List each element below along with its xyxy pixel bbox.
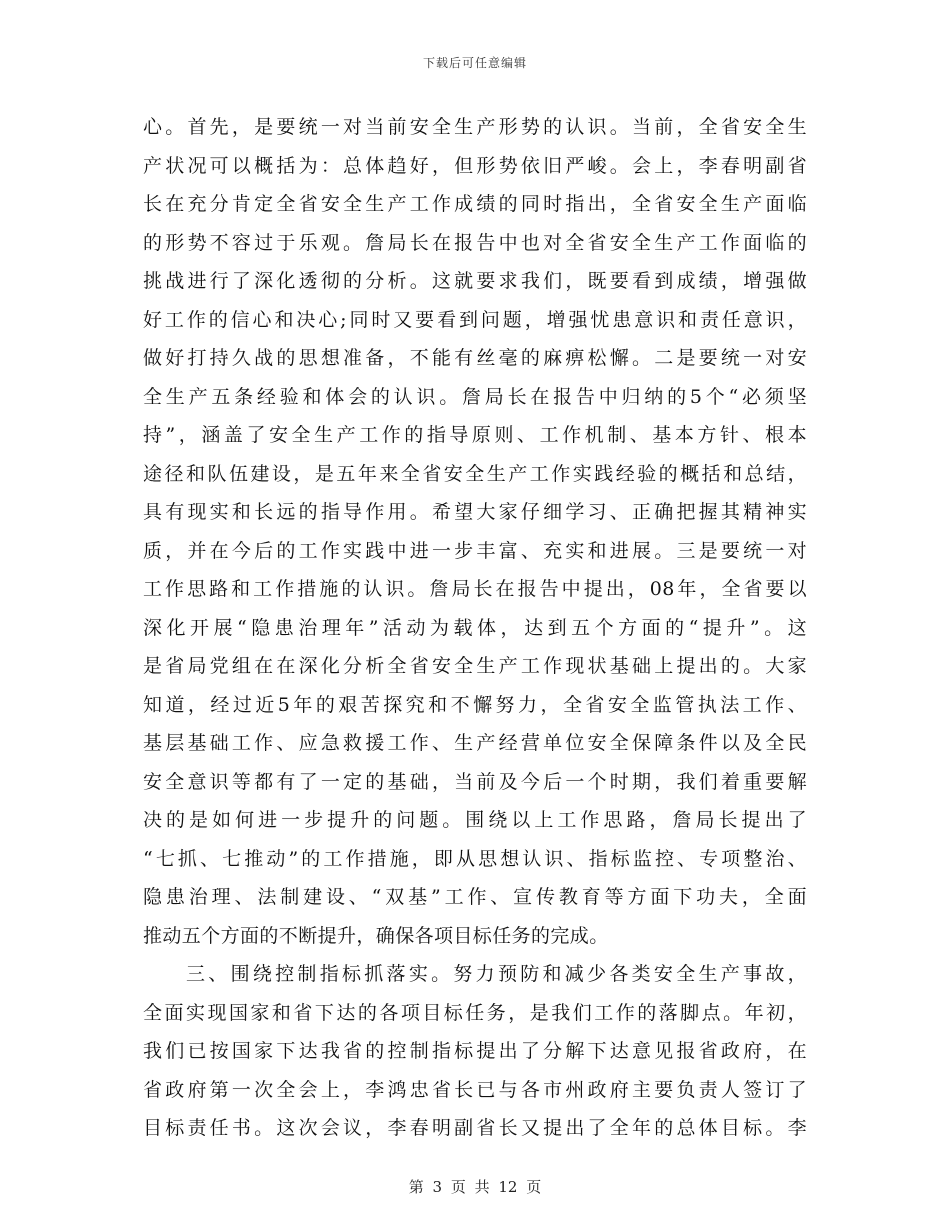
text-line: 挑战进行了深化透彻的分析。这就要求我们，既要看到成绩，增强做 [143,270,807,292]
text-line: 我们已按国家下达我省的控制指标提出了分解下达意见报省政府，在 [143,1040,807,1062]
text-line: 全面实现国家和省下达的各项目标任务，是我们工作的落脚点。年初， [143,1001,807,1024]
text-line: 心。首先，是要统一对当前安全生产形势的认识。当前，全省安全生 [143,116,807,138]
page-header-note: 下载后可任意编辑 [422,56,527,70]
text-line: 目标责任书。这次会议，李春明副省长又提出了全年的总体目标。李 [143,1117,807,1139]
text-line: 持”，涵盖了安全生产工作的指导原则、工作机制、基本方针、根本 [143,424,807,446]
text-line: 是省局党组在在深化分析全省安全生产工作现状基础上提出的。大家 [143,655,807,677]
text-line: 知道，经过近5年的艰苦探究和不懈努力，全省安全监管执法工作、 [143,693,807,716]
text-line: 推动五个方面的不断提升，确保各项目标任务的完成。 [143,924,609,947]
text-line: 长在充分肯定全省安全生产工作成绩的同时指出，全省安全生产面临 [143,193,807,215]
document-body [143,108,807,1148]
text-line: 深化开展“隐患治理年”活动为载体，达到五个方面的“提升”。这 [143,616,807,639]
text-line: 具有现实和长远的指导作用。希望大家仔细学习、正确把握其精神实 [143,501,807,523]
text-line: 基层基础工作、应急救援工作、生产经营单位安全保障条件以及全民 [143,732,807,754]
text-line: 途径和队伍建设，是五年来全省安全生产工作实践经验的概括和总结， [143,462,807,485]
text-line: 工作思路和工作措施的认识。詹局长在报告中提出，08年，全省要以 [143,578,807,600]
text-line: 省政府第一次全会上，李鸿忠省长已与各市州政府主要负责人签订了 [143,1078,807,1101]
text-line: 的形势不容过于乐观。詹局长在报告中也对全省安全生产工作面临的 [143,231,807,254]
text-line: “七抓、七推动”的工作措施，即从思想认识、指标监控、专项整治、 [143,847,807,870]
text-line: 质，并在今后的工作实践中进一步丰富、充实和进展。三是要统一对 [143,539,807,562]
text-line: 全生产五条经验和体会的认识。詹局长在报告中归纳的5个“必须坚 [143,385,807,408]
text-line: 好工作的信心和决心;同时又要看到问题，增强忧患意识和责任意识， [143,308,807,331]
text-line: 决的是如何进一步提升的问题。围绕以上工作思路，詹局长提出了 [143,809,807,831]
text-line: 产状况可以概括为：总体趋好，但形势依旧严峻。会上，李春明副省 [143,154,807,177]
text-line: 做好打持久战的思想准备，不能有丝毫的麻痹松懈。二是要统一对安 [143,347,807,369]
page-number: 第 3 页 共 12 页 [408,1178,542,1196]
text-line: 安全意识等都有了一定的基础，当前及今后一个时期，我们着重要解 [143,770,807,793]
section-heading-line: 三、围绕控制指标抓落实。努力预防和减少各类安全生产事故， [186,963,807,985]
text-line: 隐患治理、法制建设、“双基”工作、宣传教育等方面下功夫，全面 [143,886,807,908]
